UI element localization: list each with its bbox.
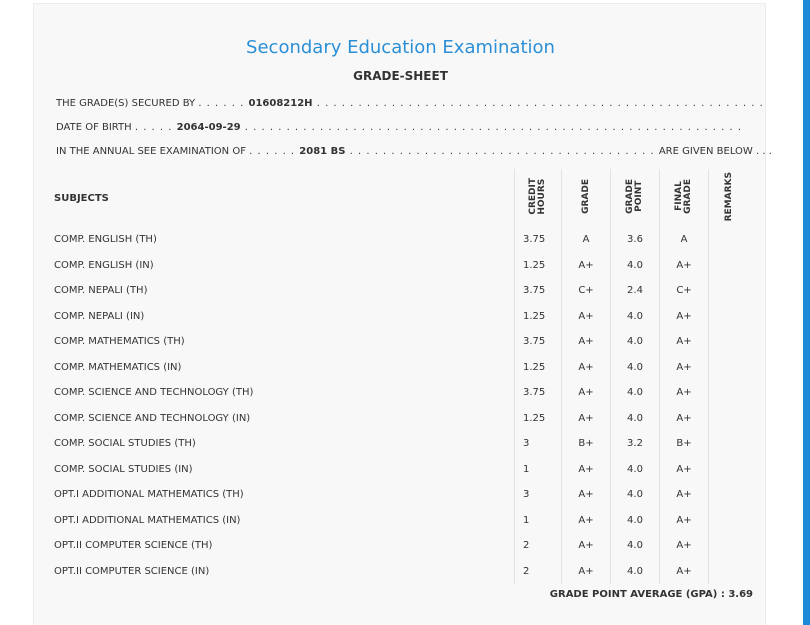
table-row (48, 533, 750, 559)
grade-cell: A+ (562, 508, 611, 534)
credit-hours-cell: 3.75 (515, 227, 562, 253)
credit-hours-cell: 3.75 (515, 329, 562, 355)
scroll-edge-bar (803, 0, 810, 625)
grade-sheet-heading: GRADE-SHEET (353, 69, 448, 83)
given-below-text: ARE GIVEN BELOW . . . (658, 146, 772, 157)
remarks-cell (709, 253, 751, 279)
remarks-cell (709, 482, 751, 508)
final-grade-cell: B+ (660, 431, 709, 457)
subject-cell: COMP. MATHEMATICS (IN) (54, 361, 182, 373)
grade-point-cell: 4.0 (611, 482, 660, 508)
final-grade-cell: A+ (660, 406, 709, 432)
table-header-row (48, 169, 750, 227)
final-grade-cell: A+ (660, 457, 709, 483)
grade-point-cell: 4.0 (611, 304, 660, 330)
remarks-cell (709, 559, 751, 585)
credit-hours-cell: 1.25 (515, 253, 562, 279)
grade-point-cell: 4.0 (611, 355, 660, 381)
final-grade-cell: A+ (660, 533, 709, 559)
page-title: Secondary Education Examination (246, 37, 555, 58)
info-line-symbol: THE GRADE(S) SECURED BY . . . . . . 01608212H . . . . . . . . . . . . . . . . . . . . . . . . . . . . . . . . . . . . . . . . . . . . . . . . . . . . . . (56, 98, 764, 109)
grade-point-cell: 4.0 (611, 508, 660, 534)
grade-cell: A+ (562, 253, 611, 279)
credit-hours-cell: 3 (515, 431, 562, 457)
table-row (48, 329, 750, 355)
header-remarks: REMARKS (709, 169, 751, 227)
grade-point-cell: 3.2 (611, 431, 660, 457)
table-row (48, 508, 750, 534)
grade-cell: A+ (562, 380, 611, 406)
table-row (48, 482, 750, 508)
table-row (48, 406, 750, 432)
credit-hours-cell: 1.25 (515, 355, 562, 381)
header-subjects: SUBJECTS (54, 192, 109, 204)
grade-point-cell: 4.0 (611, 329, 660, 355)
table-row (48, 457, 750, 483)
gpa-summary: GRADE POINT AVERAGE (GPA) : 3.69 (549, 589, 753, 600)
credit-hours-cell: 1 (515, 508, 562, 534)
grade-cell: A+ (562, 482, 611, 508)
grade-point-cell: 3.6 (611, 227, 660, 253)
table-row (48, 355, 750, 381)
grade-cell: B+ (562, 431, 611, 457)
grade-cell: A+ (562, 355, 611, 381)
grades-secured-label: THE GRADE(S) SECURED BY (56, 98, 196, 109)
dob-value: 2064-09-29 (176, 122, 241, 133)
grade-cell: A+ (562, 406, 611, 432)
final-grade-cell: A+ (660, 380, 709, 406)
credit-hours-cell: 1.25 (515, 304, 562, 330)
final-grade-cell: C+ (660, 278, 709, 304)
remarks-cell (709, 533, 751, 559)
dob-label: DATE OF BIRTH (56, 122, 132, 133)
credit-hours-cell: 1 (515, 457, 562, 483)
subject-cell: COMP. SOCIAL STUDIES (IN) (54, 463, 193, 475)
final-grade-cell: A+ (660, 253, 709, 279)
header-final-grade: FINAL GRADE (660, 169, 709, 227)
grade-point-cell: 2.4 (611, 278, 660, 304)
subject-cell: COMP. SCIENCE AND TECHNOLOGY (IN) (54, 412, 251, 424)
grade-cell: C+ (562, 278, 611, 304)
credit-hours-cell: 3.75 (515, 278, 562, 304)
grade-cell: A+ (562, 329, 611, 355)
credit-hours-cell: 1.25 (515, 406, 562, 432)
final-grade-cell: A+ (660, 508, 709, 534)
grades-table (48, 169, 750, 584)
subject-cell: OPT.I ADDITIONAL MATHEMATICS (IN) (54, 514, 241, 526)
final-grade-cell: A+ (660, 329, 709, 355)
grade-point-cell: 4.0 (611, 457, 660, 483)
grade-point-cell: 4.0 (611, 253, 660, 279)
grade-cell: A+ (562, 559, 611, 585)
credit-hours-cell: 3.75 (515, 380, 562, 406)
remarks-cell (709, 227, 751, 253)
subject-cell: COMP. ENGLISH (TH) (54, 234, 157, 246)
remarks-cell (709, 278, 751, 304)
exam-label: IN THE ANNUAL SEE EXAMINATION OF (56, 146, 246, 157)
credit-hours-cell: 2 (515, 533, 562, 559)
subject-cell: COMP. SOCIAL STUDIES (TH) (54, 438, 196, 450)
header-grade-point: GRADE POINT (611, 169, 660, 227)
symbol-number: 01608212H (248, 98, 313, 109)
info-line-dob: DATE OF BIRTH . . . . . 2064-09-29 . . . . . . . . . . . . . . . . . . . . . . . . . . . . . . . . . . . . . . . . . . . . . . . . . . . . . . . . . . . . (56, 122, 743, 133)
remarks-cell (709, 329, 751, 355)
remarks-cell (709, 508, 751, 534)
subject-cell: COMP. MATHEMATICS (TH) (54, 336, 185, 348)
table-row (48, 380, 750, 406)
remarks-cell (709, 355, 751, 381)
table-row (48, 227, 750, 253)
final-grade-cell: A (660, 227, 709, 253)
remarks-cell (709, 380, 751, 406)
remarks-cell (709, 304, 751, 330)
final-grade-cell: A+ (660, 304, 709, 330)
subject-cell: COMP. NEPALI (TH) (54, 285, 148, 297)
final-grade-cell: A+ (660, 482, 709, 508)
grade-cell: A (562, 227, 611, 253)
grade-point-cell: 4.0 (611, 406, 660, 432)
grade-point-cell: 4.0 (611, 380, 660, 406)
grade-sheet-card (33, 3, 772, 625)
remarks-cell (709, 457, 751, 483)
subject-cell: COMP. SCIENCE AND TECHNOLOGY (TH) (54, 387, 254, 399)
grade-cell: A+ (562, 533, 611, 559)
subject-cell: COMP. ENGLISH (IN) (54, 259, 154, 271)
subject-cell: OPT.I ADDITIONAL MATHEMATICS (TH) (54, 489, 244, 501)
exam-year: 2081 BS (299, 146, 346, 157)
table-row (48, 253, 750, 279)
grade-point-cell: 4.0 (611, 533, 660, 559)
table-row (48, 304, 750, 330)
grade-cell: A+ (562, 457, 611, 483)
info-line-exam: IN THE ANNUAL SEE EXAMINATION OF . . . . . . 2081 BS . . . . . . . . . . . . . . . . . . . . . . . . . . . . . . . . . . . . . ARE GIVEN BELOW . . . (56, 146, 772, 157)
grade-cell: A+ (562, 304, 611, 330)
final-grade-cell: A+ (660, 559, 709, 585)
grade-point-cell: 4.0 (611, 559, 660, 585)
header-credit-hours: CREDIT HOURS (515, 169, 562, 227)
final-grade-cell: A+ (660, 355, 709, 381)
remarks-cell (709, 406, 751, 432)
credit-hours-cell: 3 (515, 482, 562, 508)
subject-cell: OPT.II COMPUTER SCIENCE (TH) (54, 540, 213, 552)
table-row (48, 559, 750, 585)
subject-cell: OPT.II COMPUTER SCIENCE (IN) (54, 565, 210, 577)
table-row (48, 431, 750, 457)
header-grade: GRADE (562, 169, 611, 227)
credit-hours-cell: 2 (515, 559, 562, 585)
subject-cell: COMP. NEPALI (IN) (54, 310, 145, 322)
table-row (48, 278, 750, 304)
remarks-cell (709, 431, 751, 457)
